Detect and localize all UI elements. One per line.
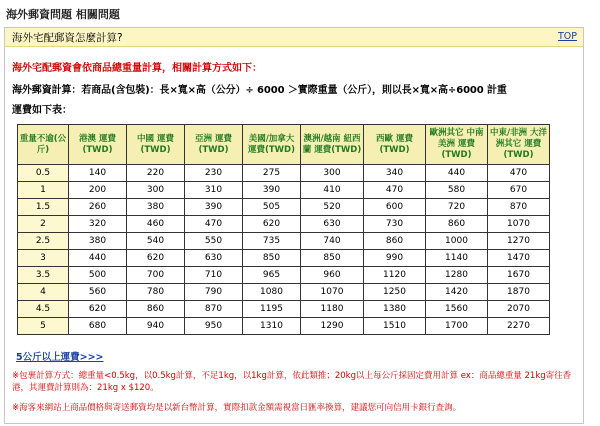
- rate-cell: 1195: [243, 301, 301, 318]
- rate-cell: 410: [301, 182, 364, 199]
- rate-cell: 440: [426, 165, 488, 182]
- rate-cell: 540: [127, 233, 185, 250]
- rate-cell: 1310: [243, 318, 301, 335]
- page-title: 海外郵資問題 相關問題: [6, 8, 120, 21]
- rate-cell: 1250: [364, 284, 426, 301]
- rate-cell: 1870: [488, 284, 550, 301]
- rate-cell: 960: [301, 267, 364, 284]
- rate-cell: 860: [426, 216, 488, 233]
- rate-cell: 460: [127, 216, 185, 233]
- rate-cell: 965: [243, 267, 301, 284]
- rate-cell: 1700: [426, 318, 488, 335]
- more-rates-link[interactable]: 5公斤以上運費>>>: [16, 352, 104, 363]
- rate-cell: 520: [301, 199, 364, 216]
- rate-cell: 870: [185, 301, 243, 318]
- rate-cell: 580: [426, 182, 488, 199]
- table-row: [18, 250, 550, 267]
- rate-cell: 1000: [426, 233, 488, 250]
- column-header: 中東/非洲 大洋洲其它 運費(TWD): [488, 125, 550, 165]
- rate-cell: 1140: [426, 250, 488, 267]
- rate-cell: 630: [185, 250, 243, 267]
- rate-cell: 1280: [426, 267, 488, 284]
- column-header: 西歐 運費(TWD): [364, 125, 426, 165]
- rate-cell: 470: [364, 182, 426, 199]
- column-header: 美國/加拿大 運費(TWD): [243, 125, 301, 165]
- intro-text: 海外宅配郵資會依商品總重量計算，相關計算方式如下：: [12, 63, 262, 74]
- rate-cell: 1670: [488, 267, 550, 284]
- weight-cell: 5: [18, 318, 69, 335]
- rate-cell: 1420: [426, 284, 488, 301]
- rate-cell: 275: [243, 165, 301, 182]
- question-header: [5, 28, 583, 47]
- rate-cell: 850: [243, 250, 301, 267]
- table-row: [18, 318, 550, 335]
- column-header: 歐洲其它 中南美洲 運費(TWD): [426, 125, 488, 165]
- rate-cell: 740: [301, 233, 364, 250]
- rate-cell: 390: [185, 199, 243, 216]
- table-row: [18, 267, 550, 284]
- rate-cell: 735: [243, 233, 301, 250]
- weight-cell: 0.5: [18, 165, 69, 182]
- rate-cell: 300: [127, 182, 185, 199]
- weight-cell: 4.5: [18, 301, 69, 318]
- rate-cell: 550: [185, 233, 243, 250]
- table-caption: 運費如下表：: [12, 105, 72, 116]
- rate-cell: 500: [69, 267, 127, 284]
- rate-cell: 780: [127, 284, 185, 301]
- rate-cell: 560: [69, 284, 127, 301]
- table-row: [18, 233, 550, 250]
- rate-cell: 2070: [488, 301, 550, 318]
- rate-cell: 1560: [426, 301, 488, 318]
- currency-note: ※海客來網站上商品價格與寄送郵資均是以新台幣計算，實際扣款金額需視當日匯率換算，建議您可向信用卡銀行查詢。: [12, 403, 462, 413]
- rate-cell: 1070: [301, 284, 364, 301]
- rate-cell: 470: [185, 216, 243, 233]
- rate-cell: 1070: [488, 216, 550, 233]
- rate-cell: 990: [364, 250, 426, 267]
- rate-cell: 720: [426, 199, 488, 216]
- rate-cell: 1470: [488, 250, 550, 267]
- weight-cell: 1: [18, 182, 69, 199]
- rate-cell: 860: [127, 301, 185, 318]
- column-header: 亞洲 運費(TWD): [185, 125, 243, 165]
- rate-cell: 310: [185, 182, 243, 199]
- table-header-row: [18, 125, 550, 165]
- table-row: [18, 284, 550, 301]
- rate-cell: 1180: [301, 301, 364, 318]
- weight-cell: 2.5: [18, 233, 69, 250]
- rate-cell: 1290: [301, 318, 364, 335]
- rate-cell: 1510: [364, 318, 426, 335]
- rate-cell: 870: [488, 199, 550, 216]
- rate-cell: 730: [364, 216, 426, 233]
- rate-cell: 470: [488, 165, 550, 182]
- question-title: 海外宅配郵資怎麼計算?: [12, 32, 123, 44]
- rate-cell: 620: [243, 216, 301, 233]
- column-header: 澳洲/越南 紐西蘭 運費(TWD): [301, 125, 364, 165]
- rate-cell: 680: [69, 318, 127, 335]
- weight-cell: 3.5: [18, 267, 69, 284]
- weight-cell: 3: [18, 250, 69, 267]
- column-header: 重量不逾(公斤): [18, 125, 69, 165]
- rate-cell: 320: [69, 216, 127, 233]
- rate-cell: 940: [127, 318, 185, 335]
- table-row: [18, 301, 550, 318]
- rate-cell: 600: [364, 199, 426, 216]
- faq-panel: [4, 27, 584, 424]
- weight-cell: 1.5: [18, 199, 69, 216]
- table-row: [18, 165, 550, 182]
- rate-cell: 505: [243, 199, 301, 216]
- rate-cell: 700: [127, 267, 185, 284]
- rate-cell: 440: [69, 250, 127, 267]
- rate-cell: 230: [185, 165, 243, 182]
- rate-cell: 1120: [364, 267, 426, 284]
- table-row: [18, 182, 550, 199]
- table-body: [18, 165, 550, 335]
- column-header: 中國 運費(TWD): [127, 125, 185, 165]
- rate-cell: 1270: [488, 233, 550, 250]
- shipping-rate-table: [17, 124, 550, 335]
- rate-cell: 300: [301, 165, 364, 182]
- rate-cell: 1080: [243, 284, 301, 301]
- rate-cell: 850: [301, 250, 364, 267]
- rate-cell: 710: [185, 267, 243, 284]
- rate-cell: 1380: [364, 301, 426, 318]
- rate-cell: 950: [185, 318, 243, 335]
- rate-cell: 390: [243, 182, 301, 199]
- column-header: 港澳 運費(TWD): [69, 125, 127, 165]
- rate-cell: 140: [69, 165, 127, 182]
- rate-cell: 620: [127, 250, 185, 267]
- top-link[interactable]: TOP: [557, 31, 577, 42]
- rate-cell: 860: [364, 233, 426, 250]
- formula-text: 海外郵資計算：若商品(含包裝)：長×寬×高（公分）÷ 6000 ＞實際重量（公斤），則以長×寬×高÷6000 計重: [12, 85, 507, 96]
- rate-cell: 260: [69, 199, 127, 216]
- rate-cell: 2270: [488, 318, 550, 335]
- rate-cell: 380: [69, 233, 127, 250]
- rate-cell: 340: [364, 165, 426, 182]
- rate-cell: 200: [69, 182, 127, 199]
- rate-cell: 620: [69, 301, 127, 318]
- rate-cell: 220: [127, 165, 185, 182]
- calc-note: ※包裹計算方式：總重量<0.5kg，以0.5kg計算，不足1kg，以1kg計算，依此類推；20kg以上每公斤採固定費用計算 ex：商品總重量 21kg寄往香港，其運費計算則為：21kg x $120。: [12, 371, 572, 393]
- table-row: [18, 216, 550, 233]
- rate-cell: 630: [301, 216, 364, 233]
- rate-cell: 380: [127, 199, 185, 216]
- rate-cell: 670: [488, 182, 550, 199]
- rate-cell: 790: [185, 284, 243, 301]
- table-row: [18, 199, 550, 216]
- weight-cell: 4: [18, 284, 69, 301]
- weight-cell: 2: [18, 216, 69, 233]
